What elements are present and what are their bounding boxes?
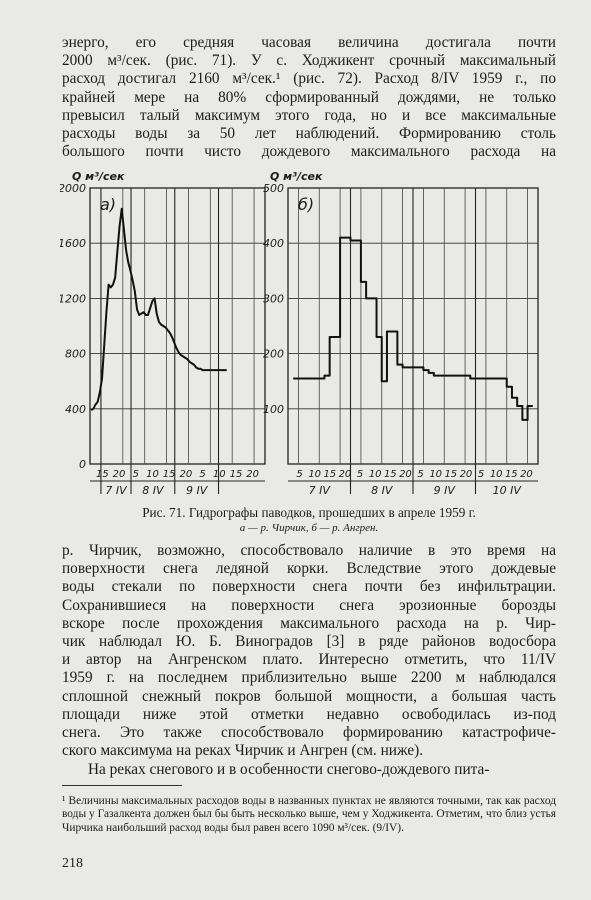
figure-caption: Рис. 71. Гидрографы паводков, прошедших в апреле 1959 г. (142, 505, 476, 520)
panel-label: б) (298, 195, 315, 214)
y-tick-label: 800 (65, 347, 86, 361)
y-tick-label: 1200 (60, 292, 86, 306)
text-line: воды стекали по поверхности снега почти без инфильтрации. (62, 578, 556, 596)
text-line: р. Чирчик, возможно, способствовало наличие в это время на (62, 542, 556, 559)
month-label: 9 IV (186, 484, 208, 497)
month-label: 10 IV (492, 484, 521, 497)
x-tick-label: 5 (356, 469, 364, 480)
text-line: поверхности снега ледяной корки. Вследствие этого дождевые (62, 560, 556, 578)
x-tick-label: 10 (308, 469, 322, 480)
text-line: расходы воды за 50 лет наблюдений. Формированию столь (62, 125, 556, 143)
text-line: энерго, его средняя часовая величина достигала почти (62, 34, 556, 51)
month-label: 9 IV (433, 484, 455, 497)
x-tick-label: 20 (179, 469, 193, 480)
text-line: превысил талый максимум этого года, но и все максимальные (62, 106, 556, 124)
x-tick-label: 20 (338, 469, 352, 480)
hydrograph-series-line (91, 209, 227, 410)
x-tick-label: 5 (296, 469, 303, 480)
figure-71 (60, 162, 560, 507)
y-axis-label: Q м³/сек (270, 170, 323, 183)
y-axis-label: Q м³/сек (72, 170, 125, 183)
x-tick-label: 10 (489, 469, 503, 480)
text-line: снега. Это также способствовало формированию катастрофиче- (62, 724, 556, 742)
x-tick-label: 15 (444, 469, 458, 480)
text-line: и автор на Ангренском плато. Интересно отметить, что 11/IV (62, 651, 556, 669)
x-tick-label: 5 (417, 469, 424, 480)
x-tick-label: 15 (383, 469, 397, 480)
y-tick-label: 1600 (60, 237, 86, 251)
x-tick-label: 20 (520, 469, 533, 480)
x-tick-label: 10 (146, 469, 159, 480)
x-tick-label: 15 (162, 469, 176, 480)
month-label: 8 IV (371, 484, 393, 497)
x-tick-label: 10 (368, 469, 382, 480)
text-line: ского максимума на реках Чирчик и Ангрен (см. ниже). (62, 742, 424, 760)
x-tick-label: 20 (246, 469, 260, 480)
footnote: ¹ Величины максимальных расходов воды в названных пунктах не являются точными, так как расход воды у Газалкента должен был бы быть несколько выше, чем у Ходжикента. Отметим, что близ устья Чирчика наибольший расход воды был равен всего 1090 м³/сек. (9/IV). (62, 795, 556, 834)
text-line: крайней мере на 80% сформированный дождями, не только (62, 88, 556, 106)
y-tick-label: 0 (79, 458, 86, 471)
x-tick-label: 5 (132, 469, 139, 480)
y-tick-label: 100 (263, 402, 284, 416)
x-tick-label: 5 (199, 469, 206, 480)
text-line: 1959 г. на последнем приблизительно выше 2200 м наблюдался (62, 669, 556, 687)
text-line: сплошной снежный покров большой мощности, а большая часть (62, 687, 556, 705)
x-tick-label: 15 (95, 469, 109, 480)
text-line: чик наблюдал Ю. Б. Виноградов [3] в ряде районов водосбора (62, 633, 556, 651)
month-label: 8 IV (142, 484, 164, 497)
x-tick-label: 20 (112, 469, 126, 480)
x-tick-label: 20 (459, 469, 473, 480)
x-tick-label: 20 (399, 469, 412, 480)
x-tick-label: 15 (229, 469, 243, 480)
month-label: 7 IV (308, 484, 330, 497)
y-tick-label: 400 (263, 237, 284, 251)
x-tick-label: 15 (504, 469, 518, 480)
text-line: Сохранившиеся на поверхности снега эрозионные борозды (62, 596, 556, 614)
x-tick-label: 5 (477, 469, 485, 480)
text-line: площади ниже этой отметки недавно освободилась из-под (62, 705, 556, 723)
y-tick-label: 300 (263, 292, 284, 306)
panel-frame (90, 188, 265, 464)
hydrograph-figure (60, 162, 560, 507)
text-line: большого почти чисто дождевого максимального расхода на (62, 143, 556, 161)
y-tick-label: 2000 (60, 182, 86, 195)
x-tick-label: 10 (429, 469, 443, 480)
top-paragraph (62, 34, 556, 161)
page-number: 218 (62, 856, 83, 871)
x-tick-label: 15 (323, 469, 337, 480)
text-line: вскоре после прохождения максимального расхода на р. Чир- (62, 614, 556, 632)
y-tick-label: 200 (263, 347, 284, 361)
panel-label: а) (100, 195, 117, 214)
y-tick-label: 500 (263, 182, 284, 195)
x-tick-label: 10 (212, 469, 226, 480)
footnote-rule (62, 785, 182, 786)
y-tick-label: 400 (65, 402, 86, 416)
last-line: На реках снегового и в особенности снегово-дождевого пита- (88, 761, 490, 778)
figure-subcaption: а — р. Чирчик, б — р. Ангрен. (239, 522, 379, 534)
text-line: 2000 м³/сек. (рис. 71). У с. Ходжикент срочный максимальный (62, 52, 556, 70)
month-label: 7 IV (105, 484, 127, 497)
text-line: расход достигал 2160 м³/сек.¹ (рис. 72). Расход 8/IV 1959 г., по (62, 70, 556, 88)
body-paragraph (62, 542, 556, 760)
